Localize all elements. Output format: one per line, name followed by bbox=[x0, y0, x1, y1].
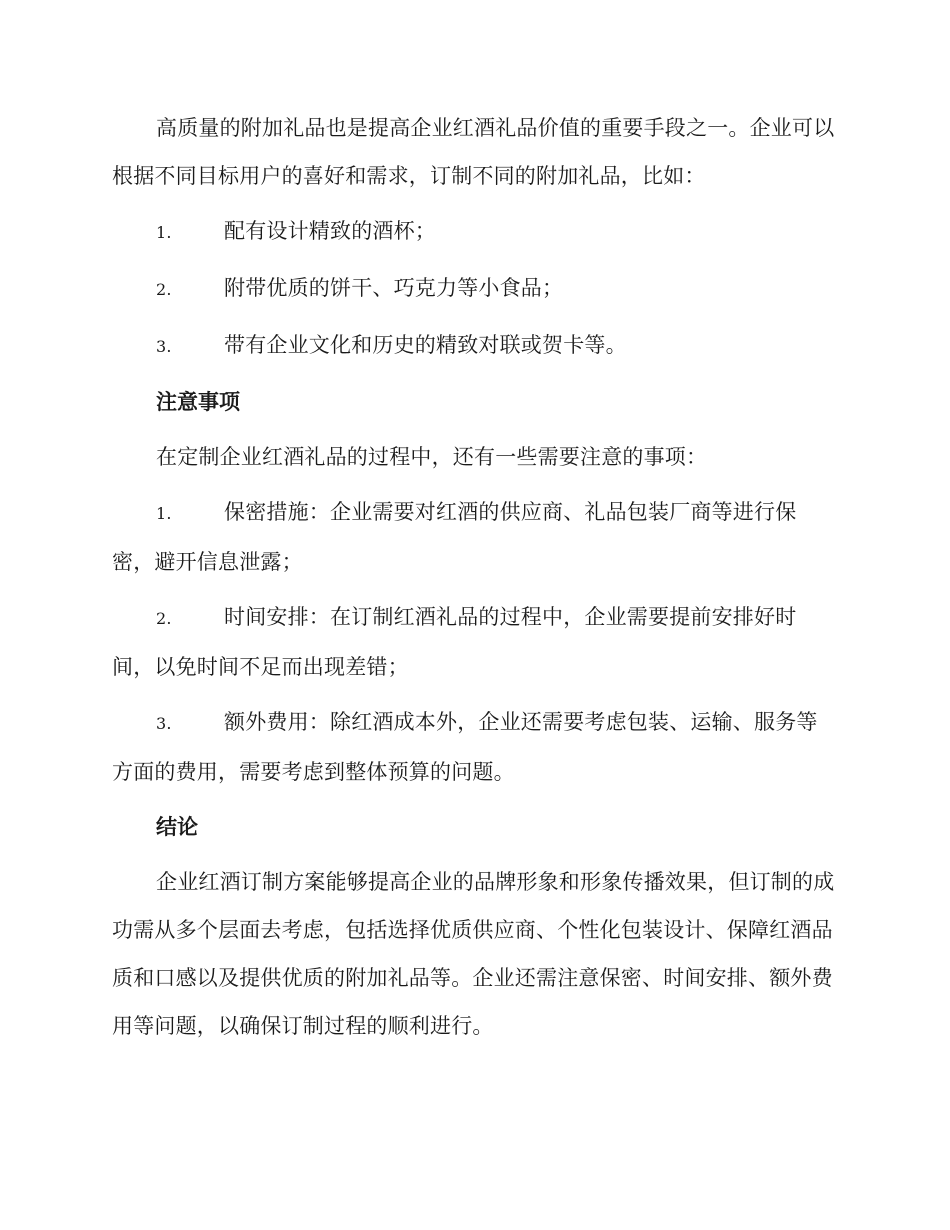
conclusion-paragraph: 企业红酒订制方案能够提高企业的品牌形象和形象传播效果，但订制的成功需从多个层面去考虑，包括选择优质供应商、个性化包装设计、保障红酒品质和口感以及提供优质的附加礼品等。企业还需注意保密、时间安排、额外费用等问题，以确保订制过程的顺利进行。 bbox=[112, 870, 835, 1038]
notes-list bbox=[112, 488, 836, 796]
list-item-text: 附带优质的饼干、巧克力等小食品； bbox=[224, 276, 564, 300]
notes-heading: 注意事项 bbox=[156, 390, 240, 414]
gift-list bbox=[112, 207, 836, 371]
conclusion-heading: 结论 bbox=[156, 815, 198, 839]
list-item-number: 1. bbox=[156, 504, 172, 523]
list-item bbox=[112, 698, 836, 796]
list-item bbox=[112, 264, 836, 314]
intro-paragraph: 高质量的附加礼品也是提高企业红酒礼品价值的重要手段之一。企业可以根据不同目标用户的喜好和需求，订制不同的附加礼品，比如： bbox=[112, 116, 835, 188]
list-item-number: 1. bbox=[156, 223, 172, 242]
list-item-number: 3. bbox=[156, 714, 172, 733]
list-item bbox=[112, 488, 836, 586]
list-item-number: 2. bbox=[156, 609, 172, 628]
list-item-number: 2. bbox=[156, 280, 172, 299]
list-item-text: 额外费用：除红酒成本外，企业还需要考虑包装、运输、服务等方面的费用，需要考虑到整体预算的问题。 bbox=[112, 710, 818, 784]
list-item-text: 保密措施：企业需要对红酒的供应商、礼品包装厂商等进行保密，避开信息泄露； bbox=[112, 500, 797, 574]
notes-intro-paragraph: 在定制企业红酒礼品的过程中，还有一些需要注意的事项： bbox=[156, 445, 708, 469]
list-item-text: 带有企业文化和历史的精致对联或贺卡等。 bbox=[224, 333, 627, 357]
list-item-number: 3. bbox=[156, 337, 172, 356]
list-item bbox=[112, 321, 836, 371]
list-item-text: 配有设计精致的酒杯； bbox=[224, 219, 436, 243]
list-item-text: 时间安排：在订制红酒礼品的过程中，企业需要提前安排好时间，以免时间不足而出现差错； bbox=[112, 605, 797, 679]
document-body bbox=[112, 104, 836, 1057]
list-item bbox=[112, 207, 836, 257]
list-item bbox=[112, 593, 836, 691]
